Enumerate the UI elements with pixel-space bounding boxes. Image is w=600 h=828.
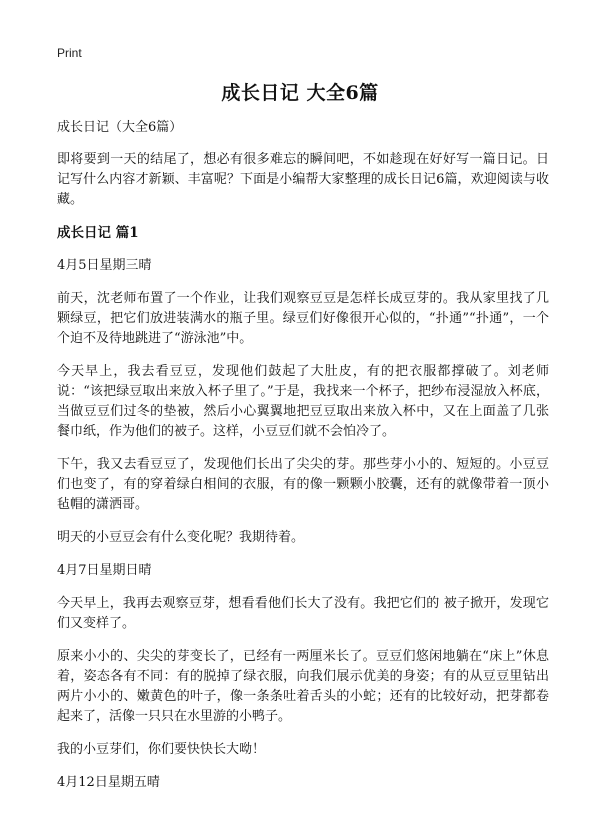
entry-paragraph: 下午，我又去看豆豆了，发现他们长出了尖尖的芽。那些芽小小的、短短的。小豆豆们也变了，有的穿着绿白相间的衣服，有的像一颗颗小胶囊，还有的就像带着一顶小毡帽的潇洒哥。	[57, 457, 549, 512]
article-body	[57, 118, 549, 806]
entry-paragraph: 明天的小豆豆会有什么变化呢？我期待着。	[57, 530, 305, 545]
entry-paragraph: 前天，沈老师布置了一个作业，让我们观察豆豆是怎样长成豆芽的。我从家里找了几颗绿豆，把它们放进装满水的瓶子里。绿豆们好像很开心似的，“扑通”“扑通”，一个个迫不及待地跳进了“游泳池”中。	[57, 291, 549, 346]
entry-paragraph: 我的小豆芽们，你们要快快长大呦！	[57, 742, 266, 757]
entry-paragraph: 今天早上，我再去观察豆芽，想看看他们长大了没有。我把它们的 被子掀开，发现它们又变样了。	[57, 596, 549, 631]
page-title: 成长日记 大全6篇	[221, 82, 379, 104]
entry-date: 4月5日星期三晴	[57, 258, 152, 273]
entry-date: 4月7日星期日晴	[57, 563, 152, 578]
entry-paragraph: 原来小小的、尖尖的芽变长了，已经有一两厘米长了。豆豆们悠闲地躺在“床上”休息着，姿态各有不同：有的脱掉了绿衣服，向我们展示优美的身姿；有的从豆豆里钻出两片小小的、嫩黄色的叶子，像一条条吐着舌头的小蛇；还有的比较好动，把芽都卷起来了，活像一只只在水里游的小鸭子。	[57, 649, 549, 724]
entry-paragraph: 今天早上，我去看豆豆，发现他们鼓起了大肚皮，有的把衣服都撑破了。刘老师说：“该把绿豆取出来放入杯子里了。”于是，我找来一个杯子，把纱布浸湿放入杯底，当做豆豆们过冬的垫被，然后小心翼翼地把豆豆取出来放入杯中，又在上面盖了几张餐巾纸，作为他们的被子。这样，小豆豆们就不会怕冷了。	[57, 364, 549, 439]
intro-paragraph: 即将要到一天的结尾了，想必有很多难忘的瞬间吧，不如趁现在好好写一篇日记。日记写什么内容才新颖、丰富呢？下面是小编帮大家整理的成长日记6篇，欢迎阅读与收藏。	[57, 152, 549, 207]
print-link[interactable]: Print	[57, 46, 82, 60]
section-heading: 成长日记 篇1	[57, 225, 139, 241]
entry-date: 4月12日星期五晴	[57, 775, 160, 790]
article-subtitle: 成长日记（大全6篇）	[57, 120, 183, 135]
